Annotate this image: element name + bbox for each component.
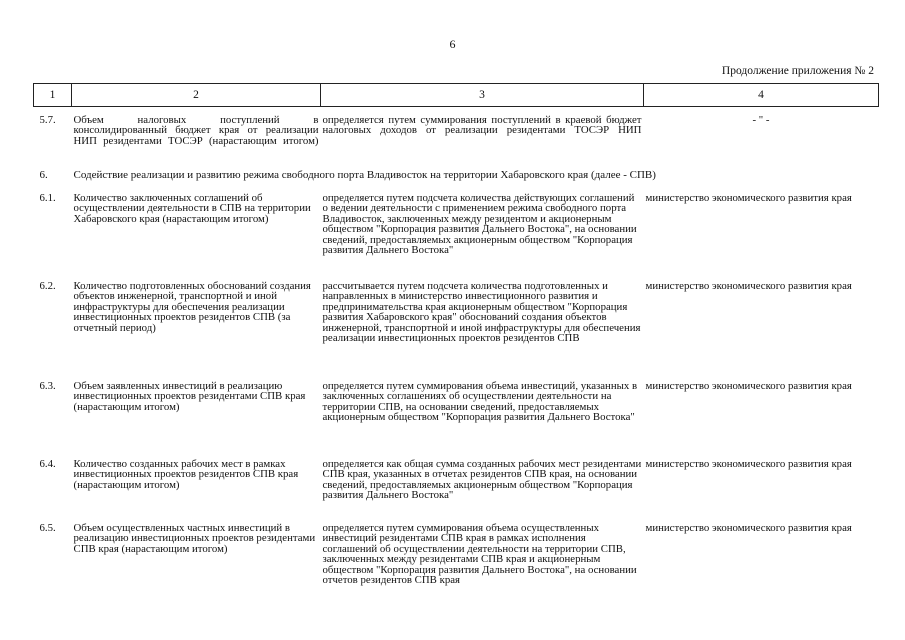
- row-number: 6.3.: [39, 380, 56, 392]
- row-number: 6.5.: [39, 522, 56, 534]
- row-number: 6.4.: [39, 458, 56, 470]
- continuation-note: Продолжение приложения № 2: [721, 65, 874, 77]
- responsible-body: министерство экономического развития края: [645, 522, 852, 534]
- header-col-2: 2: [72, 84, 321, 107]
- table-row: [34, 459, 879, 523]
- indicator-name: Количество созданных рабочих мест в рамках инвестиционных проектов резидентов СПВ края (нарастающим итогом): [73, 458, 299, 491]
- calculation-method: определяется путем суммирования поступлений в краевой бюджет налоговых доходов от реализации резидентами ТОСЭР НИП: [322, 114, 642, 137]
- indicator-name: Количество заключенных соглашений об осуществлении деятельности в СПВ на территории Хабаровского края (нарастающим итогом): [73, 192, 311, 225]
- header-col-4: 4: [644, 84, 879, 107]
- responsible-body: министерство экономического развития края: [645, 280, 852, 292]
- calculation-method: определяется путем суммирования объема инвестиций, указанных в заключенных соглашениях об осуществлении деятельности на территории СПВ, на основании сведений, предоставляемых акционерным обществом "Корпорация развития Дальнего Востока": [322, 380, 638, 424]
- calculation-method: определяется как общая сумма созданных рабочих мест резидентами СПВ края, указанных в отчетах резидентов СПВ края, на основании сведений, предоставляемых акционерным обществом "Корпорация развития Дальнего Востока": [322, 458, 642, 502]
- responsible-body: министерство экономического развития края: [645, 458, 852, 470]
- responsible-body: министерство экономического развития края: [645, 192, 852, 204]
- header-col-1: 1: [34, 84, 72, 107]
- responsible-body: министерство экономического развития края: [645, 380, 852, 392]
- row-number: 6.1.: [39, 192, 56, 204]
- row-number: 6.2.: [39, 280, 56, 292]
- calculation-method: определяется путем суммирования объема осуществленных инвестиций резидентами СПВ края в рамках исполнения соглашений об осуществлении деятельности на территории СПВ, заключенных между резидентами СПВ края и акционерным обществом "Корпорация развития Дальнего Востока", на основании отчетов резидентов СПВ края: [322, 522, 637, 587]
- page-number: 6: [449, 37, 456, 51]
- indicators-table: [33, 83, 879, 593]
- indicator-name: Количество подготовленных обоснований создания объектов инженерной, транспортной и иной инфраструктуры для обеспечения реализации инвестиционных проектов резидентов СПВ (за отчетный период): [73, 280, 311, 334]
- calculation-method: определяется путем подсчета количества действующих соглашений о ведении деятельности с применением режима свободного порта Владивосток, заключенных между резидентом и акционерным обществом "Корпорация развития Дальнего Востока", на основании сведений, предоставляемых акционерным обществом "Корпорация развития Дальнего Востока": [322, 192, 637, 257]
- table-row: [34, 190, 879, 281]
- responsible-body: - " -: [752, 114, 770, 126]
- table-row: [34, 523, 879, 593]
- header-col-3: 3: [321, 84, 644, 107]
- section-title: Содействие реализации и развитию режима свободного порта Владивосток на территории Хабаровского края (далее - СПВ): [73, 169, 656, 181]
- table-header: [34, 84, 879, 107]
- section-number: 6.: [39, 169, 48, 181]
- calculation-method: рассчитывается путем подсчета количества подготовленных и направленных в министерство инвестиционного развития и предпринимательства края акционерным обществом "Корпорация развития Хабаровского края" обоснований создания объектов инженерной, транспортной и иной инфраструктуры для обеспечения реализации инвестиционных проектов резидентов СПВ: [322, 280, 641, 345]
- indicator-name: Объем осуществленных частных инвестиций в реализацию инвестиционных проектов резидентами СПВ края (нарастающим итогом): [73, 522, 316, 555]
- indicator-name: Объем заявленных инвестиций в реализацию инвестиционных проектов резидентами СПВ края (нарастающим итогом): [73, 380, 306, 413]
- table-row: [34, 381, 879, 459]
- table-row: [34, 281, 879, 381]
- section-row: [34, 164, 879, 190]
- row-number: 5.7.: [39, 114, 56, 126]
- table-row: [34, 107, 879, 165]
- indicator-name: Объем налоговых поступлений в консолидированный бюджет края от реализации НИП резидентами ТОСЭР (нарастающим итогом): [73, 114, 319, 147]
